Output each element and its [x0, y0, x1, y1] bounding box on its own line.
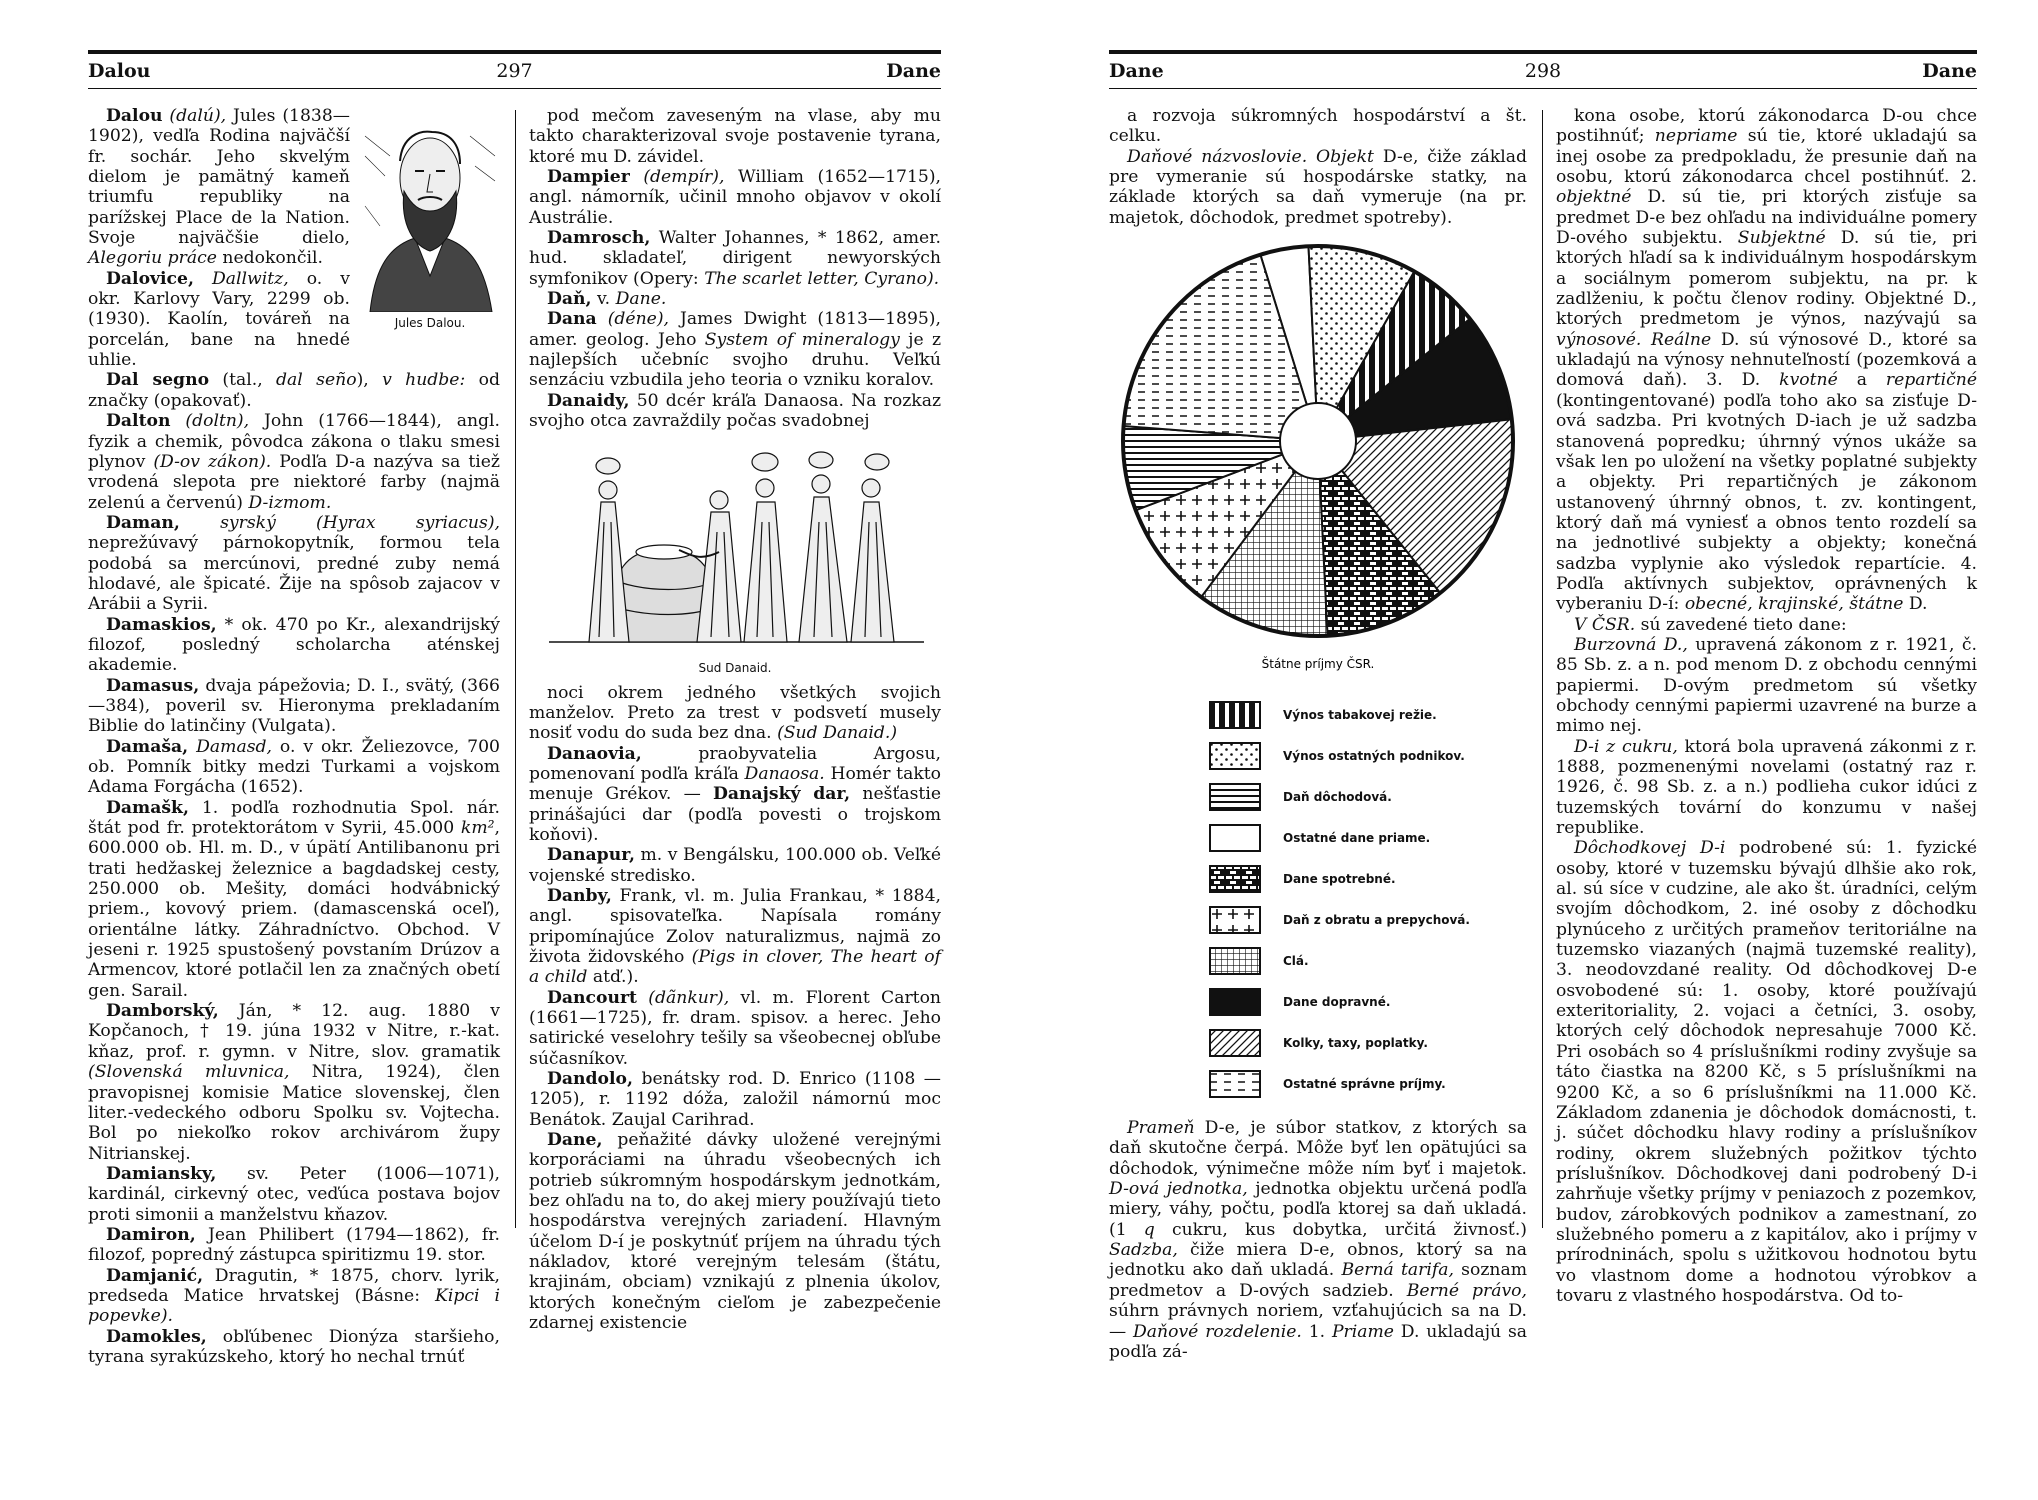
legend-label: Ostatné správne príjmy. [1283, 1076, 1446, 1091]
legend-swatch [1209, 1029, 1261, 1057]
legend-label: Kolky, taxy, poplatky. [1283, 1035, 1428, 1050]
pie-chart [1109, 236, 1527, 676]
column-1-text-bottom [1109, 1118, 1527, 1362]
legend-label: Výnos tabakovej režie. [1283, 707, 1437, 722]
header-left: Dane [1109, 60, 1164, 82]
entry-paragraph: Dal segno (tal., dal seño), v hudbe: od značky (opakovať). [88, 370, 500, 411]
legend-entry [1209, 1063, 1527, 1104]
entry-paragraph: D-i z cukru, ktorá bola upravená zákonmi z r. 1888, pozmenenými novelami (ostatný raz r. 1926, č. 98 Sb. z. a n.) podlieha cukor idúci z tuzemských tovární do konzumu v našej republike. [1556, 736, 1978, 839]
legend-label: Dane spotrebné. [1283, 871, 1396, 886]
entry-paragraph: Danaidy, 50 dcér kráľa Danaosa. Na rozkaz svojho otca zavraždily počas svadobnej [529, 390, 941, 432]
entry-paragraph: Damiron, Jean Philibert (1794—1862), fr. filozof, popredný zástupca spiritizmu 19. stor. [88, 1224, 500, 1266]
entry-paragraph: Damiansky, sv. Peter (1006—1071), kardinál, cirkevný otec, veďúca postava bojov proti simonii a manželstvu kňazov. [88, 1163, 500, 1225]
entry-paragraph: Dana (déne), James Dwight (1813—1895), amer. geolog. Jeho System of mineralogy je z najlepších učebníc svojho druhu. Veľkú senzáciu vzbudila jeho teoria o vzniku koralov. [529, 309, 942, 391]
legend-swatch [1209, 701, 1261, 729]
legend-label: Clá. [1283, 953, 1309, 968]
column-2-text-top [529, 106, 941, 432]
legend-entry [1209, 858, 1527, 899]
entry-paragraph: V ČSR. sú zavedené tieto dane: [1574, 614, 1847, 635]
pie-chart-figure [1109, 236, 1527, 1104]
entry-paragraph: Damokles, obľúbenec Dionýza staršieho, tyrana syrakúzskeho, ktorý ho nechal trnúť [88, 1326, 500, 1367]
column-1 [1109, 106, 1527, 1362]
portrait-caption: Jules Dalou. [394, 316, 466, 330]
legend-label: Ostatné dane priame. [1283, 830, 1431, 845]
page-number: 298 [1524, 60, 1562, 82]
header-right: Dane [1922, 60, 1977, 82]
header-left: Dalou [88, 60, 151, 82]
column-2 [1556, 106, 1977, 1306]
legend-swatch [1209, 906, 1261, 934]
entry-paragraph: Dalou (dalú), Jules (1838—1902), vedľa Rodina najväčší fr. sochár. Jeho skvelým dielom je pamätný kameň triumfu republiky na parížskej Place de la Nation. Svoje najväčšie dielo, Alegoriu práce nedokončil. [88, 106, 350, 269]
entry-paragraph: pod mečom zaveseným na vlase, aby mu takto charakterizoval svoje postavenie tyrana, ktoré mu D. závidel. [529, 106, 941, 167]
column-2-text-bottom [529, 683, 941, 1334]
page-header [88, 50, 941, 89]
legend-entry [1209, 817, 1527, 858]
vase-figure [529, 442, 941, 675]
page-header [1109, 50, 1977, 89]
legend-swatch [1209, 1070, 1261, 1098]
entry-paragraph: Dane, peňažité dávky uložené verejnými korporáciami na úhradu všeobecných ich potrieb súkromným hospodárskym jednotkám, bez ohľadu na to, do akej miery používajú tieto hospodárstva verejných zariadení. Hlavným účelom D-í je poskytnúť príjem na úhradu tých nákladov, ktoré verejným telesám (štátu, krajinám, obciam) vznikajú z plnenia úkolov, ktorých konečným cieľom je zabezpečenie zdarnej existencie [529, 1130, 941, 1334]
legend-label: Dane dopravné. [1283, 994, 1391, 1009]
chart-caption: Štátne príjmy ČSR. [1261, 657, 1375, 672]
column-divider [515, 110, 516, 1228]
entry-paragraph: Dalovice, Dallwitz, o. v okr. Karlovy Vary, 2299 ob. (1930). Kaolín, továreň na porcelán, bane na hnedé uhlie. [88, 268, 350, 371]
legend-swatch [1209, 988, 1261, 1016]
entry-paragraph: Danapur, m. v Bengálsku, 100.000 ob. Veľké vojenské stredisko. [529, 845, 941, 886]
entry-paragraph: Daňové názvoslovie. Objekt D-e, čiže základ pre vymeranie sú hospodárske statky, na základe ktorých sa daň vymeruje (na pr. majetok, dôchodok, predmet spotreby). [1109, 146, 1527, 228]
entry-paragraph: kona osobe, ktorú zákonodarca D-ou chce postihnúť; nepriame sú tie, ktoré ukladajú sa inej osobe za predpokladu, že presunie daň na osobu, ktorú zákonodarca chcel postihnúť. 2. objektné D. sú tie, pri ktorých zisťuje sa predmet D-e bez ohľadu na individuálne pomery D-ového subjektu. Subjektné D. sú tie, pri ktorých hľadí sa k individuálnym hospodárskym a sociálnym pomerom subjektu, na pr. k zadlženiu, k počtu členov rodiny. Objektné D., ktorých predmetom je výnos, nazývajú sa výnosové. Reálne D. sú výnosové D., ktoré sa ukladajú na výnosy nehnuteľností (pozemková a domová daň). 3. D. kvotné a repartičné (kontingentované) podľa toho ako sa zisťuje D-ová sadzba. Pri kvotných D-iach je už sadzba stanovená popredku; úhrnný výnos ukáže sa však len po uložení na všetky poplatné subjekty a objekty. Pri repartičných je zákonom ustanovený úhrnný obnos, t. zv. kontingent, ktorý daň má vyniesť a obnos tento rozdelí sa na jednotlivé subjekty a objekty; konečná sadzba vyplynie ako výsledok repartície. 4. Podľa aktívnych subjektov, oprávnených k vyberaniu D-í: obecné, krajinské, štátne D. [1556, 106, 1977, 615]
pie-slices [1123, 246, 1513, 636]
portrait-dalou-image [360, 116, 500, 312]
legend-swatch [1209, 742, 1261, 770]
danaids-vase-image [529, 442, 941, 657]
column-1 [88, 106, 500, 1367]
entry-paragraph: Damaskios, * ok. 470 po Kr., alexandrijský filozof, posledný scholarcha aténskej akademie. [88, 614, 500, 676]
entry-paragraph: Dôchodkovej D-i podrobené sú: 1. fyzické osoby, ktoré v tuzemsku bývajú dlhšie ako rok, al. sú síce v cudzine, ale ako št. úradníci, celým svojím dôchodkom, 2. iné osoby z dôchodku plynúceho z určitých prameňov teritoriálne na tuzemsko viazaných (najmä tuzemské reality), 3. neodovzdané reality. Od dôchodkovej D-e osvobodené sú: 1. osoby, ktoré používajú exteritoriality, 2. vojaci a četníci, 3. osoby, ktorých celý dôchodok nepresahuje 7000 Kč. Pri osobách so 4 príslušníkmi rodiny zvyšuje sa táto čiastka na 8200 Kč, s 5 príslušníkmi na 9200 Kč, a so 6 príslušníkmi na 11.000 Kč. Základom zdanenia je dôchodok domácnosti, t. j. súčet dôchodku hlavy rodiny a príslušníkov rodiny, okrem služebných požitkov týchto príslušníkov. Dôchodkovej dani podrobený D-i zahrňuje všetky príjmy v peniazoch z pozemkov, budov, zárobkových podnikov a zamestnaní, zo služebného pomeru a z kapitálov, ako i príjmy v prírodninách, spolu s užitkovou hodnotou bytu vo vlastnom dome a hodnotou výrobkov a tovaru z vlastného hospodárstva. Od to- [1556, 838, 1977, 1306]
portrait-figure [360, 116, 500, 331]
entry-paragraph: Damjanić, Dragutin, * 1875, chorv. lyrik, predseda Matice hrvatskej (Básne: Kipci i popevke). [88, 1265, 500, 1327]
legend-swatch [1209, 865, 1261, 893]
page-number: 297 [496, 60, 533, 82]
entry-paragraph: a rozvoja súkromných hospodárství a št. celku. [1109, 106, 1527, 147]
entry-paragraph: noci okrem jedného všetkých svojich manželov. Preto za trest v podsvetí musely nosiť vodu do suda bez dna. (Sud Danaid.) [529, 682, 941, 744]
legend-swatch [1209, 824, 1261, 852]
entry-paragraph: Dancourt (dãnkur), vl. m. Florent Carton (1661—1725), fr. dram. spisov. a herec. Jeho satirické veselohry tešily sa všeobecnej obľube súčasníkov. [529, 987, 941, 1069]
legend-label: Daň dôchodová. [1283, 789, 1392, 804]
entry-paragraph: Daň, v. Dane. [547, 289, 667, 310]
legend-label: Daň z obratu a prepychová. [1283, 912, 1470, 927]
entry-paragraph: Dandolo, benátsky rod. D. Enrico (1108 —1205), r. 1192 dóža, založil námornú moc Benátok. Zaujal Carihrad. [529, 1069, 941, 1130]
entry-paragraph: Damrosch, Walter Johannes, * 1862, amer. hud. skladateľ, dirigent newyorských symfonikov (Opery: The scarlet letter, Cyrano). [529, 228, 941, 289]
column-2 [529, 106, 941, 1334]
column-1-text-top [1109, 106, 1527, 228]
entry-paragraph: Damaša, Damasd, o. v okr. Želiezovce, 700 ob. Pomník bitky medzi Turkami a vojskom Adama Forgácha (1652). [88, 736, 500, 798]
entry-paragraph: Danaovia, praobyvatelia Argosu, pomenovaní podľa kráľa Danaosa. Homér takto menuje Grékov. — Danajský dar, nešťastie prinášajúci dar (podľa povesti o trojskom koňovi). [529, 743, 941, 845]
legend-swatch [1209, 783, 1261, 811]
legend-entry [1209, 1022, 1527, 1063]
header-right: Dane [886, 60, 941, 82]
column-2-text [1556, 106, 1977, 1306]
legend-entry [1209, 776, 1527, 817]
entry-paragraph: Dampier (dempír), William (1652—1715), angl. námorník, učinil mnoho objavov v okolí Austrálie. [529, 167, 941, 228]
entry-paragraph: Damasus, dvaja pápežovia; D. I., svätý, (366—384), poveril sv. Hieronyma prekladaním Biblie do latinčiny (Vulgata). [88, 675, 500, 737]
chart-legend [1109, 694, 1527, 1104]
legend-entry [1209, 981, 1527, 1022]
entry-paragraph: Dalton (doltn), John (1766—1844), angl. fyzik a chemik, pôvodca zákona o tlaku smesi plynov (D-ov zákon). Podľa D-a nazýva sa tiež vrodená slepota pre niektoré farby (najmä zelenú a červenú) D-izmom. [88, 411, 500, 513]
entry-paragraph: Daman, syrský (Hyrax syriacus), neprežúvavý párnokopytník, formou tela podobá sa mercúnovi, predné zuby nemá hlodavé, ale špicaté. Žije na spôsob zajacov v Arábii a Syrii. [88, 512, 500, 615]
legend-entry [1209, 735, 1527, 776]
legend-entry [1209, 694, 1527, 735]
column-divider [1542, 110, 1543, 1228]
legend-entry [1209, 940, 1527, 981]
vase-caption: Sud Danaid. [698, 660, 772, 675]
legend-label: Výnos ostatných podnikov. [1283, 748, 1465, 763]
page-298 [1109, 50, 1978, 1362]
pie-center [1280, 403, 1356, 479]
legend-swatch [1209, 947, 1261, 975]
entry-paragraph: Prameň D-e, je súbor statkov, z ktorých sa daň skutočne čerpá. Môže byť len opätujúci sa dôchodok, výnimečne môže ním byť i majetok. D-ová jednotka, jednotka objektu určená podľa miery, váhy, počtu, podľa ktorej sa daň ukladá. (1 q cukru, kus dobytka, určitá živnosť.) Sadzba, čiže miera D-e, obnos, ktorý sa na jednotku ako daň ukladá. Berná tarifa, soznam predmetov a D-ových sadzieb. Berné právo, súhrn právnych noriem, vzťahujúcich sa na D. — Daňové rozdelenie. 1. Priame D. ukladajú sa podľa zá- [1109, 1118, 1528, 1362]
page-297 [88, 50, 942, 1367]
entry-paragraph: Damborský, Ján, * 12. aug. 1880 v Kopčanoch, † 19. júna 1932 v Nitre, r.-kat. kňaz, prof. r. gymn. v Nitre, slov. gramatik (Slovenská mluvnica, Nitra, 1924), člen pravopisnej komisie Matice slovenskej, člen liter.-vedeckého odboru Spolku sv. Vojtecha. Bol po niekoľko rokov archivárom župy Nitrianskej. [88, 1001, 500, 1164]
entry-paragraph: Burzovná D., upravená zákonom z r. 1921, č. 85 Sb. z. a n. pod menom D. z obchodu cennými papiermi. D-ovým predmetom sú všetky obchody cennými papiermi uzavrené na burze a mimo nej. [1556, 634, 1977, 737]
legend-entry [1209, 899, 1527, 940]
entry-paragraph: Damašk, 1. podľa rozhodnutia Spol. nár. štát pod fr. protektorátom v Syrii, 45.000 km², 600.000 ob. Hl. m. D., v úpätí Antilibanonu pri trati hedžaskej železnice a bagdadskej cesty, 250.000 ob. Mešity, domáci hodvábnický priem., kovový priem. (damascenská oceľ), orientálne látky. Záhradníctvo. Obchod. V jeseni r. 1925 spustošený povstaním Drúzov a Armencov, ktoré potlačil len za značných obetí gen. Sarail. [88, 797, 500, 1001]
entry-paragraph: Danby, Frank, vl. m. Julia Frankau, * 1884, angl. spisovateľka. Napísala romány pripomínajúce Zolov naturalizmus, najmä zo života židovského (Pigs in clover, The heart of a child atď.). [529, 885, 941, 988]
